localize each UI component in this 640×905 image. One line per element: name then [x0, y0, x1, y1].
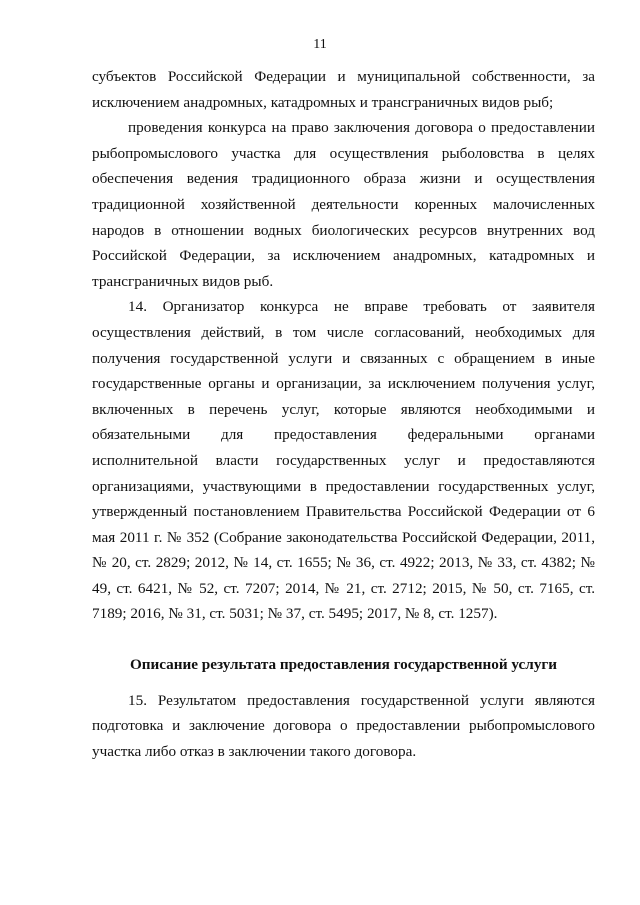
section-heading: Описание результата предоставления государственной услуги	[129, 656, 558, 674]
page-number: 11	[313, 37, 327, 52]
paragraph-item-15: 15. Результатом предоставления государственной услуги являются подготовка и заключение договора о предоставлении рыбопромыслового участка либо отказ в заключении такого договора.	[92, 691, 595, 760]
document-body	[92, 64, 595, 764]
paragraph-item-14: 14. Организатор конкурса не вправе требовать от заявителя осуществления действий, в том числе согласований, необходимых для получения государственной услуги и связанных с обращением в иные государственные органы и организации, за исключением получения услуг, включенных в перечень услуг, которые являются необходимыми и обязательными для предоставления федеральными органами исполнительной власти государственных услуг и предоставляются организациями, участвующими в предоставлении государственных услуг, утвержденный постановлением Правительства Российской Федерации от 6 мая 2011 г. № 352 (Собрание законодательства Российской Федерации, 2011, № 20, ст. 2829; 2012, № 14, ст. 1655; № 36, ст. 4922; 2013, № 33, ст. 4382; № 49, ст. 6421, № 52, ст. 7207; 2014, № 21, ст. 2712; 2015, № 50, ст. 7165, ст. 7189; 2016, № 31, ст. 5031; № 37, ст. 5495; 2017, № 8, ст. 1257).	[92, 298, 595, 623]
paragraph-continuation: субъектов Российской Федерации и муниципальной собственности, за исключением анадромных, катадромных и трансграничных видов рыб;	[92, 68, 595, 111]
paragraph-contest-indigenous: проведения конкурса на право заключения договора о предоставлении рыбопромыслового участка для осуществления рыболовства в целях обеспечения ведения традиционного образа жизни и осуществления традиционной хозяйственной деятельности коренных малочисленных народов в отношении водных биологических ресурсов внутренних вод Российской Федерации, за исключением анадромных, катадромных и трансграничных видов рыб.	[92, 119, 595, 290]
